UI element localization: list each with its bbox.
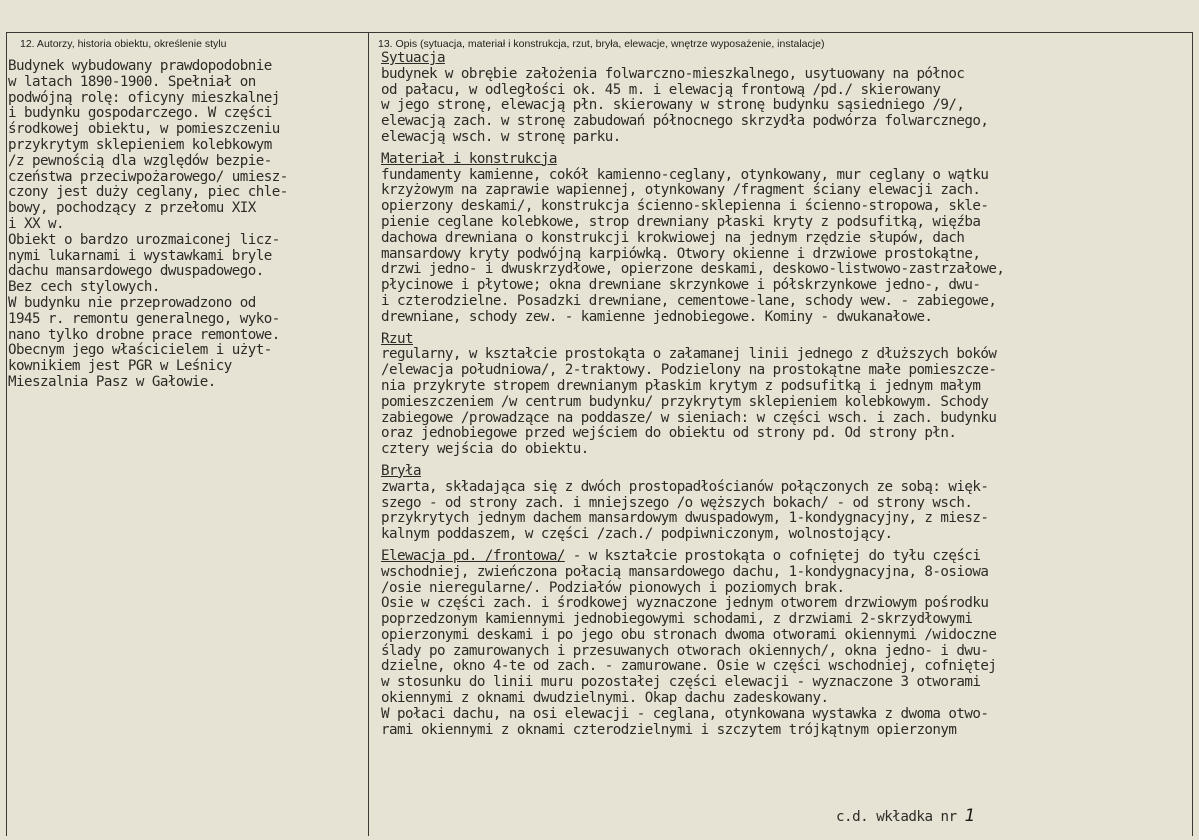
continuation-note [836,806,975,826]
section-line: regularny, w kształcie prostokąta o załamanej linii jednego z dłuższych boków [381,346,997,363]
frame-right-rule [1192,32,1193,836]
frame-left-rule [6,32,7,836]
history-line: nano tylko drobne prace remontowe. [8,326,280,343]
section-3 [381,326,1004,458]
section-heading-line [381,549,1004,565]
section-line: pomieszczeniem /w centrum budynku/ przykrytym sklepieniem kolebkowym. Schody [381,393,989,410]
history-line: dachu mansardowego dwuspadowego. [8,263,264,280]
section-line: rami okiennymi z oknami czterodzielnymi i szczytem trójkątnym opierzonym [381,721,957,738]
section-line: elewacją zach. w stronę zabudowań północnego skrzydła podwórza folwarcznego, [381,113,989,130]
history-line: /z pewnością dla względów bezpie- [8,152,272,169]
section-line: Osie w części zach. i środkowej wyznaczone jednym otworem drzwiowym pośrodku [381,595,989,612]
continuation-label: c.d. wkładka nr [836,809,965,825]
section-line: poprzedzonym kamiennymi jednobiegowymi schodami, z drzwiami 2-skrzydłowymi [381,611,973,628]
section-heading: Sytuacja [381,50,445,66]
history-line: w latach 1890-1900. Spełniał on [8,73,256,90]
history-line: Budynek wybudowany prawdopodobnie [8,58,272,74]
section-line: /elewacja południowa/, 2-traktowy. Podzielony na prostokątne małe pomieszcze- [381,362,997,379]
section-line: okiennymi z oknami dwudzielnymi. Okap dachu zadeskowany. [381,690,829,707]
section-line: dzielne, okno 4-te od zach. - zamurowane. Osie w części wschodniej, cofniętej [381,658,997,675]
section-heading-tail: - w kształcie prostokąta o cofniętej do tyłu części [564,547,981,564]
section-line: opierzonymi deskami i po jego obu stronach dwoma otworami okiennymi /widoczne [381,626,997,643]
section-line: drzwi jedno- i dwuskrzydłowe, opierzone deskami, deskowo-listwowo-zastrzałowe, [381,261,1005,278]
section-line: mansardowy kryty podwójną karpiówką. Otwory okienne i drzwiowe prostokątne, [381,245,981,262]
history-line: czony jest duży ceglany, piec chle- [8,184,288,201]
section-1 [381,51,1004,146]
section-line: nia przykryte stropem drewnianym płaskim krytym z podsufitką i jednym małym [381,377,981,394]
section-line: szego - od strony zach. i mniejszego /o węższych bokach/ - od strony wsch. [381,494,973,511]
history-line: kownikiem jest PGR w Leśnicy [8,358,232,375]
history-line: Obecnym jego właścicielem i użyt- [8,342,272,359]
history-line: nymi lukarnami i wystawkami bryle [8,247,272,264]
section-line: od pałacu, w odległości ok. 45 m. i elewacją frontową /pd./ skierowany [381,81,941,98]
section-line: i czterodzielne. Posadzki drewniane, cementowe-lane, schody wew. - zabiegowe, [381,292,997,309]
section-line: W połaci dachu, na osi elewacji - ceglana, otynkowana wystawka z dwoma otwo- [381,705,989,722]
history-line: Obiekt o bardzo urozmaiconej licz- [8,231,280,248]
section-line: płycinowe i płytowe; okna drewniane skrzynkowe i półskrzynkowe jedno-, dwu- [381,277,981,294]
section-line: pienie ceglane kolebkowe, strop drewniany płaski kryty z podsufitką, więźba [381,213,981,230]
section-line: przykrytych jednym dachem mansardowym dwuspadowym, 1-kondygnacyjny, z miesz- [381,510,989,527]
section-line: /osie nieregularne/. Podziałów pionowych i poziomych brak. [381,579,845,596]
left-column-header: 12. Autorzy, historia obiektu, określenie stylu [20,38,227,50]
history-line: i XX w. [8,215,64,232]
section-heading: Elewacja pd. /frontowa/ [381,547,565,564]
section-line: drewniane, schody zew. - kamienne jednobiegowe. Kominy - dwukanałowe. [381,308,933,325]
section-line: krzyżowym na zaprawie wapiennej, otynkowany /fragment ściany elewacji zach. [381,182,981,199]
history-line: Bez cech stylowych. [8,279,160,296]
section-line: cztery wejścia do obiektu. [381,441,589,458]
description-text [381,51,1004,738]
section-line: oraz jednobiegowe przed wejściem do obiektu od strony pd. Od strony płn. [381,425,957,442]
history-line: bowy, pochodzący z przełomu XIX [8,200,256,217]
history-line: czeństwa przeciwpożarowego/ umiesz- [8,168,288,185]
section-4 [381,458,1004,543]
history-line: środkowej obiektu, w pomieszczeniu [8,121,280,138]
section-5 [381,543,1004,739]
insert-number: 1 [964,806,975,826]
history-text [8,59,288,391]
section-line: elewacją wsch. w stronę parku. [381,128,621,145]
section-line: ślady po zamurowanych i przesuwanych otworach okiennych/, okna jedno- i dwu- [381,642,989,659]
section-line: budynek w obrębie założenia folwarczno-mieszkalnego, usytuowany na północ [381,65,965,82]
section-line: fundamenty kamienne, cokół kamienno-ceglany, otynkowany, mur ceglany o wątku [381,166,989,183]
section-line: zabiegowe /prowadzące na poddasze/ w sieniach: w części wsch. i zach. budynku [381,409,997,426]
history-line: Mieszalnia Pasz w Gałowie. [8,373,216,390]
history-line: 1945 r. remontu generalnego, wyko- [8,310,280,327]
column-divider [368,32,369,836]
section-line: w jego stronę, elewacją płn. skierowany w stronę budynku sąsiedniego /9/, [381,97,965,114]
section-heading: Bryła [381,462,421,479]
history-line: podwójną rolę: oficyny mieszkalnej [8,89,280,106]
section-line: opierzony deskami/, konstrukcja ścienno-sklepienna i ścienno-stropowa, skle- [381,198,989,215]
section-heading: Rzut [381,330,413,347]
section-heading: Materiał i konstrukcja [381,150,557,167]
section-line: kalnym poddaszem, w części /zach./ podpiwniczonym, wolnostojący. [381,526,893,543]
section-2 [381,146,1004,326]
history-line: W budynku nie przeprowadzono od [8,294,256,311]
history-line: przykrytym sklepieniem kolebkowym [8,136,272,153]
section-line: w stosunku do linii muru pozostałej części elewacji - wyznaczone 3 otworami [381,674,981,691]
section-line: zwarta, składająca się z dwóch prostopadłościanów połączonych ze sobą: więk- [381,478,989,495]
frame-top-rule [6,32,1193,33]
right-column-header: 13. Opis (sytuacja, materiał i konstrukcja, rzut, bryła, elewacje, wnętrze wyposażenie, instalacje) [378,38,825,50]
section-line: wschodniej, zwieńczona połacią mansardowego dachu, 1-kondygnacyjna, 8-osiowa [381,563,989,580]
history-line: i budynku gospodarczego. W części [8,105,272,122]
section-line: dachowa drewniana o konstrukcji krokwiowej na jednym rzędzie słupów, dach [381,229,965,246]
